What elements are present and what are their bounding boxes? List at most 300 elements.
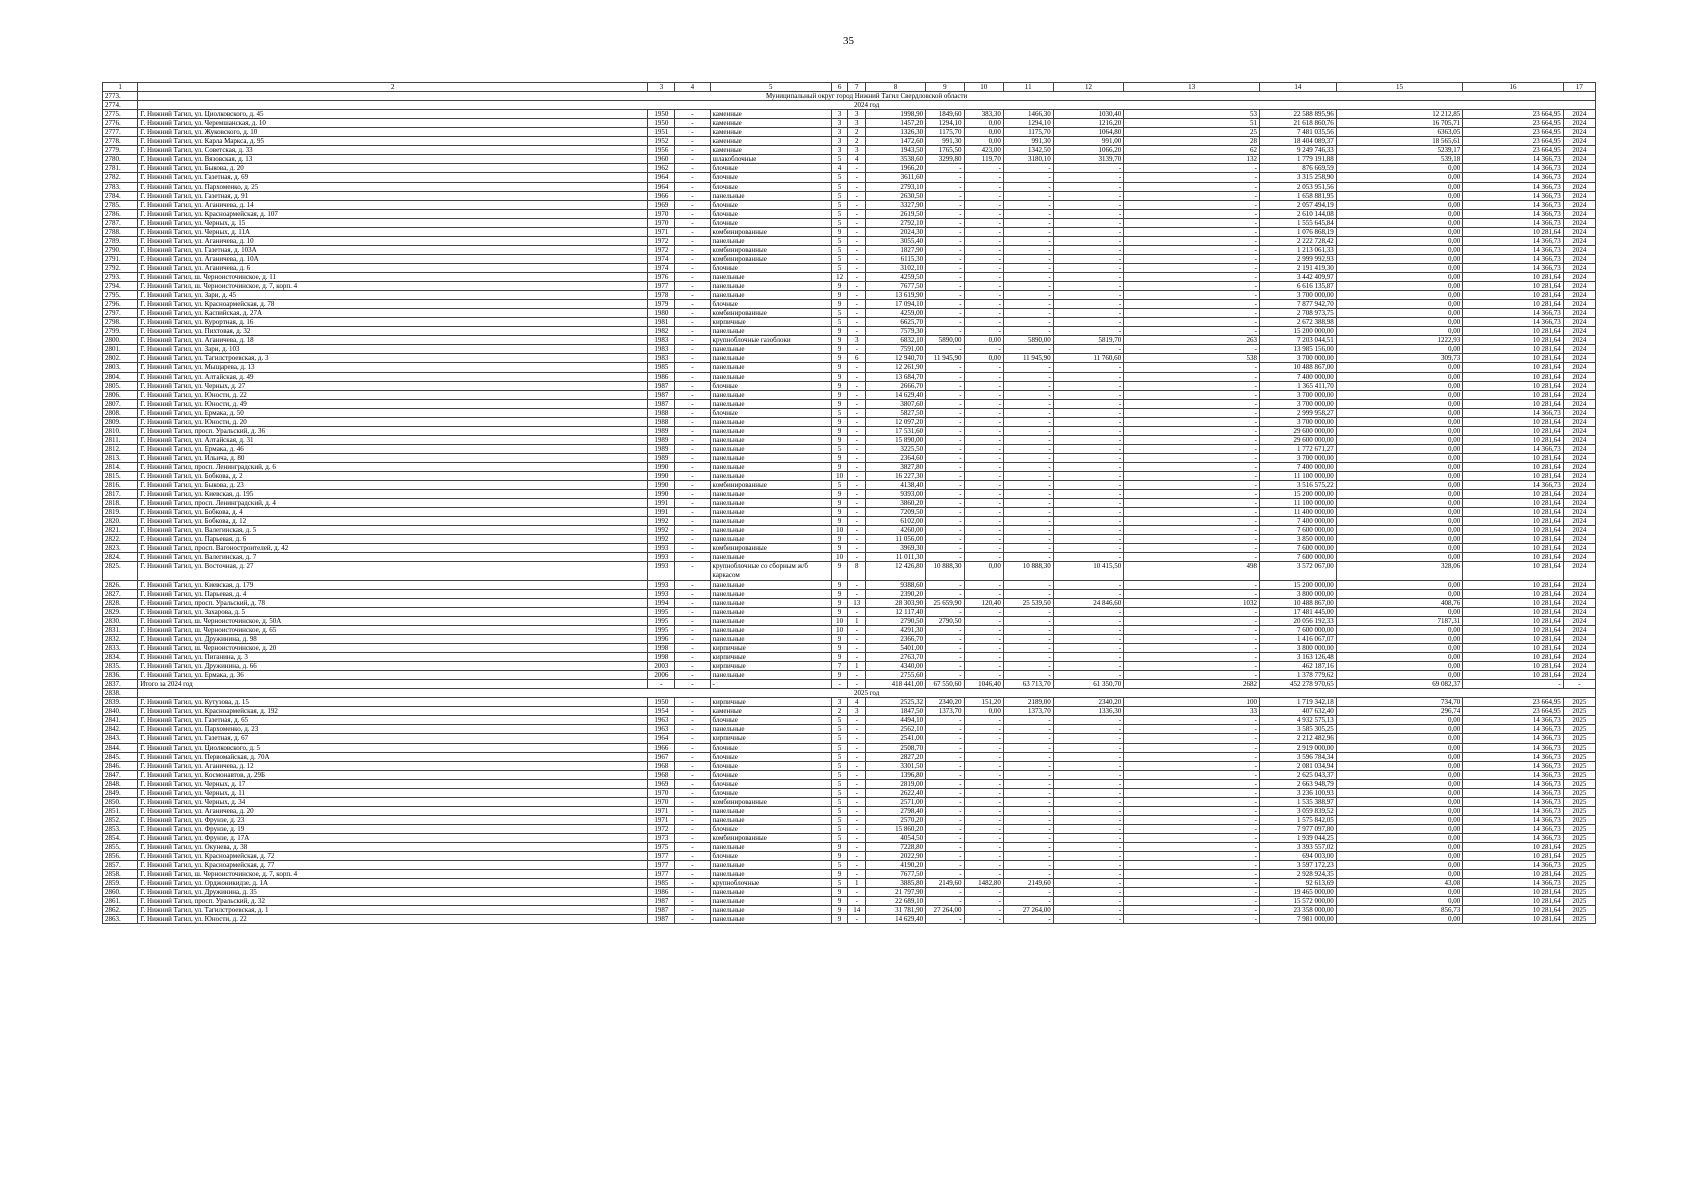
table-cell: 1032 (1124, 598, 1260, 607)
table-cell: крупноблочные газоблоки (710, 336, 831, 345)
table-cell: 1981 (648, 318, 675, 327)
table-cell: 0,00 (1336, 499, 1462, 508)
table-cell: - (1003, 164, 1053, 173)
table-cell: 2024 (1563, 164, 1595, 173)
table-cell: - (1053, 408, 1124, 417)
table-row (103, 607, 1596, 616)
table-cell: - (675, 607, 710, 616)
table-cell: 0,00 (1336, 788, 1462, 797)
table-cell: 1971 (648, 227, 675, 236)
table-cell: 23 664,95 (1463, 707, 1564, 716)
table-cell: - (1124, 435, 1260, 444)
row-number-cell: 2833. (103, 644, 138, 653)
table-cell: 1 (848, 879, 866, 888)
row-number-cell: 2853. (103, 824, 138, 833)
table-row (103, 381, 1596, 390)
table-cell: комбинированные (710, 227, 831, 236)
table-cell: 2024 (1563, 236, 1595, 245)
row-number-cell: 2796. (103, 300, 138, 309)
table-cell: - (964, 616, 1003, 625)
table-cell: 9 (831, 852, 848, 861)
table-row (103, 653, 1596, 662)
table-cell: 14 366,73 (1463, 191, 1564, 200)
table-cell: - (1003, 725, 1053, 734)
table-cell: 11 945,90 (926, 354, 964, 363)
table-cell: панельные (710, 553, 831, 562)
table-cell: 43,08 (1336, 879, 1462, 888)
table-cell: 7677,50 (866, 870, 926, 879)
table-cell: 263 (1124, 336, 1260, 345)
table-cell: 14 366,73 (1463, 734, 1564, 743)
table-cell: 11 056,00 (866, 535, 926, 544)
table-cell: 2022,90 (866, 852, 926, 861)
table-cell: Г. Нижний Тагил, ул. Бобкова, д. 12 (138, 517, 648, 526)
table-cell: 1373,70 (926, 707, 964, 716)
table-cell: - (1053, 426, 1124, 435)
table-cell: 2 057 494,19 (1260, 200, 1337, 209)
table-cell: 9 (831, 653, 848, 662)
table-cell: - (1053, 309, 1124, 318)
table-cell: 0,00 (1336, 372, 1462, 381)
table-cell: 2024 (1563, 390, 1595, 399)
table-row (103, 417, 1596, 426)
table-cell: 61 350,70 (1053, 680, 1124, 689)
column-number-cell: 3 (648, 83, 675, 92)
table-cell: - (1124, 662, 1260, 671)
table-cell: 5 (831, 833, 848, 842)
table-cell: 9 (831, 399, 848, 408)
table-cell: 0,00 (1336, 589, 1462, 598)
table-row (103, 137, 1596, 146)
table-cell: - (926, 218, 964, 227)
table-cell: - (675, 797, 710, 806)
table-cell: - (964, 200, 1003, 209)
table-cell: Г. Нижний Тагил, ул. Первомайская, д. 70А (138, 752, 648, 761)
table-cell: 1970 (648, 797, 675, 806)
table-cell: - (1053, 291, 1124, 300)
table-row (103, 752, 1596, 761)
table-cell: 2025 (1563, 707, 1595, 716)
table-cell: - (675, 137, 710, 146)
table-cell: - (675, 833, 710, 842)
table-cell: 1992 (648, 517, 675, 526)
column-number-cell: 9 (926, 83, 964, 92)
table-row (103, 797, 1596, 806)
table-cell: 1990 (648, 481, 675, 490)
table-cell: 3 (831, 119, 848, 128)
table-cell: 2025 (1563, 770, 1595, 779)
table-cell: 2149,60 (1003, 879, 1053, 888)
table-cell: - (675, 363, 710, 372)
table-cell: 462 187,16 (1260, 662, 1337, 671)
table-cell: - (964, 318, 1003, 327)
row-number-cell: 2840. (103, 707, 138, 716)
table-cell: - (1124, 218, 1260, 227)
table-cell: - (964, 797, 1003, 806)
table-cell: 2024 (1563, 182, 1595, 191)
table-cell: - (964, 426, 1003, 435)
table-cell: - (926, 182, 964, 191)
table-cell: комбинированные (710, 245, 831, 254)
table-cell: - (675, 354, 710, 363)
table-cell: панельные (710, 897, 831, 906)
row-number-cell: 2819. (103, 508, 138, 517)
table-cell: 1 365 411,70 (1260, 381, 1337, 390)
row-number-cell: 2792. (103, 263, 138, 272)
table-cell: - (964, 770, 1003, 779)
table-cell: - (675, 861, 710, 870)
table-cell: 9 (831, 870, 848, 879)
table-cell: - (926, 390, 964, 399)
table-cell: 2024 (1563, 426, 1595, 435)
table-cell: Г. Нижний Тагил, ул. Пархоменко, д. 23 (138, 725, 648, 734)
table-cell: 2755,60 (866, 671, 926, 680)
table-cell: - (848, 671, 866, 680)
table-cell: 14 366,73 (1463, 218, 1564, 227)
table-cell: - (1053, 372, 1124, 381)
table-cell: - (1053, 318, 1124, 327)
table-cell: 3969,30 (866, 544, 926, 553)
table-cell: 14 629,40 (866, 915, 926, 924)
table-cell: - (926, 815, 964, 824)
table-cell: 0,00 (1336, 526, 1462, 535)
table-cell: 1990 (648, 462, 675, 471)
table-cell: Г. Нижний Тагил, ул. Газетная, д. 65 (138, 716, 648, 725)
table-cell: - (848, 553, 866, 562)
table-cell: Г. Нижний Тагил, ул. Черемшанская, д. 10 (138, 119, 648, 128)
table-cell: 1294,10 (1003, 119, 1053, 128)
table-cell: блочные (710, 788, 831, 797)
table-cell: 2024 (1563, 671, 1595, 680)
table-cell: - (964, 553, 1003, 562)
table-cell: Г. Нижний Тагил, ул. Зари, д. 103 (138, 345, 648, 354)
table-cell: 11 945,90 (1003, 354, 1053, 363)
table-cell: - (848, 499, 866, 508)
table-cell: панельные (710, 426, 831, 435)
table-cell: - (675, 399, 710, 408)
row-number-cell: 2821. (103, 526, 138, 535)
section-header-row (103, 689, 1596, 698)
column-number-cell: 5 (710, 83, 831, 92)
table-cell: - (1053, 797, 1124, 806)
table-cell: - (675, 462, 710, 471)
table-cell: 1972 (648, 824, 675, 833)
table-cell: - (1053, 634, 1124, 643)
table-cell: - (964, 254, 1003, 263)
table-cell: - (964, 245, 1003, 254)
table-cell: 10 281,64 (1463, 363, 1564, 372)
table-cell: 2025 (1563, 888, 1595, 897)
table-cell: - (926, 508, 964, 517)
table-cell: крупноблочные (710, 879, 831, 888)
table-cell: 10 281,64 (1463, 390, 1564, 399)
table-cell: - (926, 282, 964, 291)
table-cell: 7 981 000,00 (1260, 915, 1337, 924)
table-cell: 10 281,64 (1463, 671, 1564, 680)
table-cell: 538 (1124, 354, 1260, 363)
table-cell: 9 (831, 562, 848, 580)
table-cell: 3 (848, 146, 866, 155)
table-cell: - (848, 644, 866, 653)
row-number-cell: 2784. (103, 191, 138, 200)
table-cell: - (926, 417, 964, 426)
table-cell: 14 366,73 (1463, 797, 1564, 806)
table-cell: - (964, 634, 1003, 643)
table-cell: - (848, 444, 866, 453)
table-cell: 1977 (648, 870, 675, 879)
table-cell: 9 (831, 381, 848, 390)
table-cell: 3 700 000,00 (1260, 291, 1337, 300)
table-cell: - (926, 173, 964, 182)
table-cell: 1827,90 (866, 245, 926, 254)
section-title-cell: Муниципальный округ город Нижний Тагил Свердловской области (138, 92, 1596, 101)
row-number-cell: 2790. (103, 245, 138, 254)
table-cell: - (675, 906, 710, 915)
table-cell: - (926, 861, 964, 870)
table-cell: 1992 (648, 526, 675, 535)
table-cell: - (848, 309, 866, 318)
table-cell: - (1003, 462, 1053, 471)
table-cell: 16 227,30 (866, 472, 926, 481)
table-cell: панельные (710, 390, 831, 399)
table-cell: - (1053, 553, 1124, 562)
table-cell: 5 (831, 770, 848, 779)
table-cell: - (926, 372, 964, 381)
table-cell: 9 (831, 354, 848, 363)
table-cell: 0,00 (1336, 625, 1462, 634)
table-cell: - (1053, 435, 1124, 444)
table-cell: 2025 (1563, 734, 1595, 743)
table-cell: 5 (831, 263, 848, 272)
table-cell: 2024 (1563, 662, 1595, 671)
column-number-cell: 4 (675, 83, 710, 92)
table-cell: 5 (831, 761, 848, 770)
row-number-cell: 2859. (103, 879, 138, 888)
table-cell: 14 366,73 (1463, 806, 1564, 815)
table-cell: - (1053, 200, 1124, 209)
table-cell: 9 (831, 843, 848, 852)
table-cell: 2025 (1563, 833, 1595, 842)
table-cell: 0,00 (1336, 191, 1462, 200)
table-cell: - (964, 508, 1003, 517)
table-cell: 4291,30 (866, 625, 926, 634)
table-cell: - (1003, 634, 1053, 643)
table-cell: 7 600 000,00 (1260, 544, 1337, 553)
table-cell: - (926, 526, 964, 535)
table-cell: - (1124, 915, 1260, 924)
table-cell: - (1053, 761, 1124, 770)
table-cell: - (1003, 300, 1053, 309)
table-cell: 2024 (1563, 381, 1595, 390)
table-cell: 33 (1124, 707, 1260, 716)
table-cell: 4138,40 (866, 481, 926, 490)
table-cell: - (926, 327, 964, 336)
table-cell: 2024 (1563, 508, 1595, 517)
table-cell: 7 600 000,00 (1260, 625, 1337, 634)
table-cell: 13 (848, 598, 866, 607)
table-cell: - (926, 716, 964, 725)
table-cell: панельные (710, 915, 831, 924)
table-cell: 1964 (648, 173, 675, 182)
table-cell: - (675, 300, 710, 309)
table-cell: 296,74 (1336, 707, 1462, 716)
table-cell: 14 366,73 (1463, 752, 1564, 761)
table-cell: 5 (831, 182, 848, 191)
table-cell: 1998 (648, 644, 675, 653)
table-cell: 20 056 192,33 (1260, 616, 1337, 625)
table-cell: - (1003, 526, 1053, 535)
table-cell: 4259,00 (866, 309, 926, 318)
table-cell: 5 (831, 725, 848, 734)
table-cell: 0,00 (1336, 580, 1462, 589)
table-cell: - (1053, 327, 1124, 336)
table-cell: 2024 (1563, 263, 1595, 272)
table-row (103, 806, 1596, 815)
row-number-cell: 2793. (103, 272, 138, 281)
table-cell: 1 076 868,19 (1260, 227, 1337, 236)
table-cell: 7187,31 (1336, 616, 1462, 625)
table-cell: - (675, 580, 710, 589)
table-cell: 14 366,73 (1463, 155, 1564, 164)
table-cell: - (675, 408, 710, 417)
table-cell: - (964, 327, 1003, 336)
table-cell: 5 (831, 815, 848, 824)
table-cell: - (1003, 200, 1053, 209)
table-cell: 4190,20 (866, 861, 926, 870)
table-cell: - (926, 481, 964, 490)
table-cell: - (964, 526, 1003, 535)
table-cell: - (1003, 227, 1053, 236)
table-cell: панельные (710, 372, 831, 381)
table-cell: - (1053, 417, 1124, 426)
table-cell: - (1124, 254, 1260, 263)
table-cell: 2024 (1563, 616, 1595, 625)
table-cell: 2024 (1563, 544, 1595, 553)
table-cell: - (848, 426, 866, 435)
column-number-cell: 17 (1563, 83, 1595, 92)
table-cell: - (1053, 580, 1124, 589)
table-cell: - (1003, 408, 1053, 417)
table-cell: - (926, 363, 964, 372)
table-cell: - (675, 254, 710, 263)
table-cell: 14 366,73 (1463, 833, 1564, 842)
table-cell: 1974 (648, 263, 675, 272)
table-cell: Г. Нижний Тагил, ул. Захарова, д. 5 (138, 607, 648, 616)
table-cell: 1066,20 (1053, 146, 1124, 155)
table-cell: - (926, 453, 964, 462)
table-cell: - (964, 227, 1003, 236)
table-cell: 0,00 (1336, 734, 1462, 743)
table-cell: 2024 (1563, 408, 1595, 417)
table-cell: - (926, 227, 964, 236)
table-cell: 2025 (1563, 698, 1595, 707)
table-cell: - (1053, 282, 1124, 291)
table-cell: 8 (848, 562, 866, 580)
table-cell: - (1053, 725, 1124, 734)
table-cell: 1974 (648, 254, 675, 263)
table-cell: 328,06 (1336, 562, 1462, 580)
table-row (103, 336, 1596, 345)
table-cell: - (1053, 236, 1124, 245)
table-cell: 1 535 388,97 (1260, 797, 1337, 806)
table-cell: - (1053, 716, 1124, 725)
table-cell: 3 (831, 146, 848, 155)
table-cell: панельные (710, 417, 831, 426)
table-cell: 9 (831, 282, 848, 291)
table-cell: - (964, 191, 1003, 200)
table-cell: - (675, 915, 710, 924)
table-cell: 7 400 000,00 (1260, 462, 1337, 471)
table-cell: - (1124, 408, 1260, 417)
row-number-cell: 2809. (103, 417, 138, 426)
table-cell: 7 (831, 662, 848, 671)
table-cell: 5 (831, 743, 848, 752)
table-cell: - (1003, 417, 1053, 426)
table-cell: 2025 (1563, 815, 1595, 824)
table-row (103, 453, 1596, 462)
table-cell: панельные (710, 327, 831, 336)
row-number-cell: 2860. (103, 888, 138, 897)
table-cell: - (926, 833, 964, 842)
table-cell: блочные (710, 852, 831, 861)
table-cell: 2790,50 (866, 616, 926, 625)
table-cell: - (675, 815, 710, 824)
table-cell: панельные (710, 453, 831, 462)
table-cell: - (926, 852, 964, 861)
table-cell: - (1124, 897, 1260, 906)
table-row (103, 698, 1596, 707)
table-cell: - (964, 218, 1003, 227)
table-cell: комбинированные (710, 309, 831, 318)
table-cell: 1963 (648, 716, 675, 725)
table-row (103, 634, 1596, 643)
table-cell: Г. Нижний Тагил, ул. Юности, д. 22 (138, 390, 648, 399)
table-cell: панельные (710, 616, 831, 625)
column-number-cell: 12 (1053, 83, 1124, 92)
table-cell: Г. Нижний Тагил, ул. Ермака, д. 46 (138, 444, 648, 453)
table-cell: 1976 (648, 272, 675, 281)
table-cell: - (848, 300, 866, 309)
table-cell: - (675, 282, 710, 291)
table-row (103, 291, 1596, 300)
table-cell: блочные (710, 770, 831, 779)
table-cell: 1986 (648, 372, 675, 381)
table-cell: - (675, 263, 710, 272)
table-cell: 4259,50 (866, 272, 926, 281)
table-cell: 2024 (1563, 580, 1595, 589)
table-cell: 0,00 (1336, 209, 1462, 218)
table-cell: - (964, 345, 1003, 354)
table-cell: 9 (831, 888, 848, 897)
table-cell: - (675, 110, 710, 119)
row-number-cell: 2810. (103, 426, 138, 435)
table-cell: - (1124, 553, 1260, 562)
table-row (103, 562, 1596, 580)
table-cell: - (964, 644, 1003, 653)
table-cell: - (1124, 725, 1260, 734)
table-cell: 2025 (1563, 879, 1595, 888)
table-cell: - (848, 888, 866, 897)
table-cell: 2 625 043,37 (1260, 770, 1337, 779)
table-cell: - (1003, 508, 1053, 517)
table-cell: 0,00 (1336, 861, 1462, 870)
table-cell: 3102,10 (866, 263, 926, 272)
table-cell: - (848, 462, 866, 471)
table-cell: панельные (710, 399, 831, 408)
table-cell: 1963 (648, 725, 675, 734)
table-cell: 151,20 (964, 698, 1003, 707)
table-cell: 1954 (648, 707, 675, 716)
